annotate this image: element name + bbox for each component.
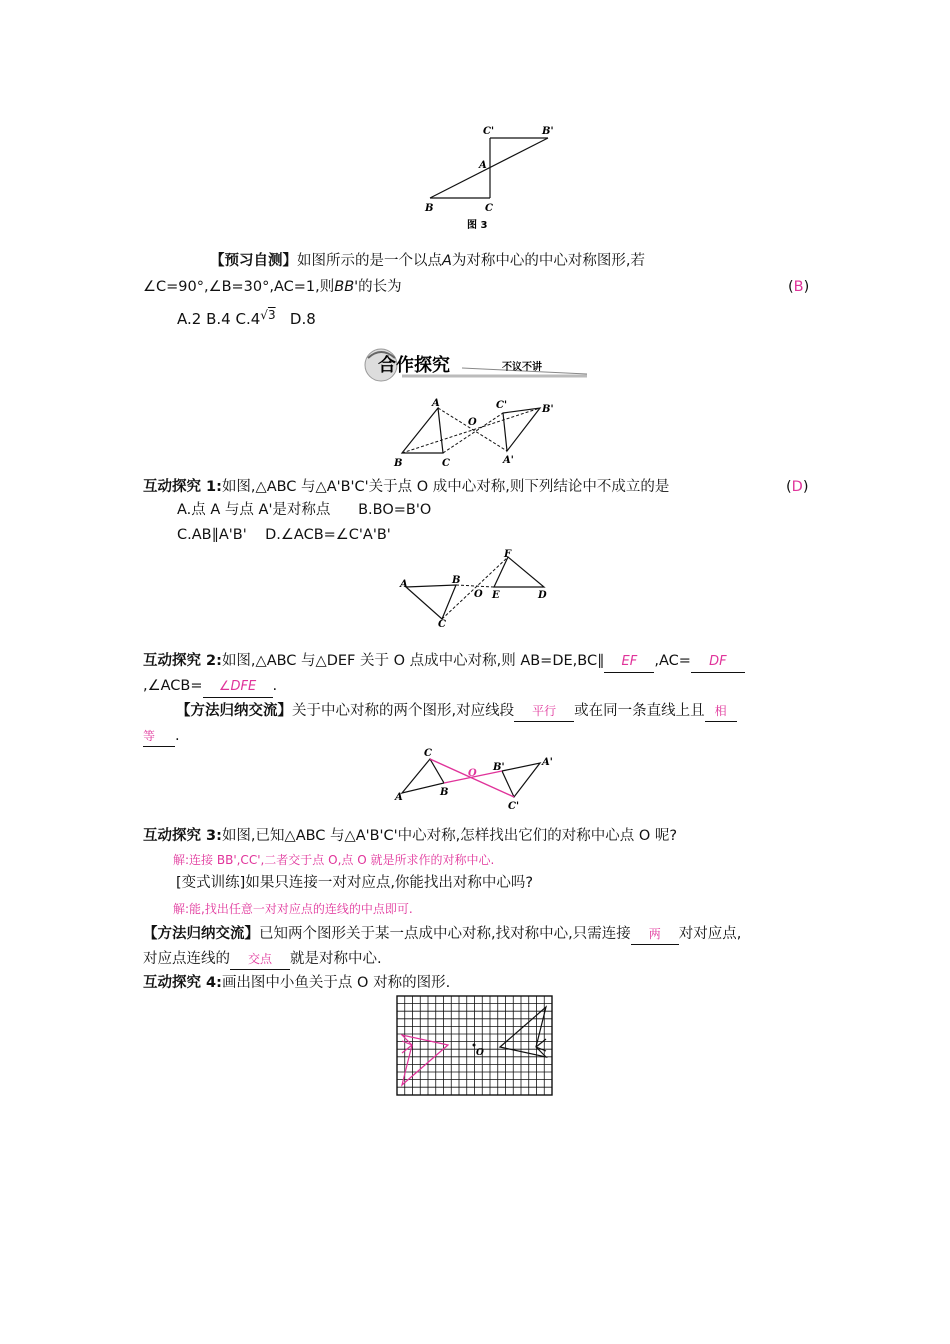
q2-blank-2: DF [691,652,745,673]
label-b: B [440,787,449,798]
q1-stem: 互动探究 1:如图,△ABC 与△A'B'C'关于点 O 成中心对称,则下列结论中不成立的是 [143,479,670,495]
label-f: F [504,549,512,560]
q4-stem: 互动探究 4:画出图中小鱼关于点 O 对称的图形. [143,975,451,991]
figure-q4-grid [396,995,554,1097]
label-b-prime: B' [542,404,554,415]
banner-title: 合作探究 [378,355,450,376]
method1-blank-2b: 等 [143,726,175,747]
label-o: O [468,417,477,428]
method1-blank-1: 平行 [514,701,574,722]
q2-stem: 互动探究 2:如图,△ABC 与△DEF 关于 O 点成中心对称,则 AB=DE,BC∥ EF ,AC= DF [143,651,745,673]
q1-answer: (D) [786,479,809,495]
banner-subtitle: 不议不讲 [502,362,542,373]
label-c-prime: C' [483,126,495,137]
label-a: A [400,579,408,590]
label-c-prime: C' [508,801,520,812]
label-b: B [425,203,434,214]
label-b-prime: B' [542,126,554,137]
method2-blank-1: 两 [631,924,679,945]
label-c: C [438,619,446,627]
preview-tag: 【预习自测】 [210,253,297,269]
q3-variant-solution: 解:能,找出任意一对对应点的连线的中点即可. [173,902,413,916]
q1-options-row2: C.AB∥A'B' D.∠ACB=∠C'A'B' [177,527,391,543]
label-b-prime: B' [493,762,505,773]
figure-q3 [392,745,562,815]
preview-answer: (B) [788,279,810,295]
q2-blank-1: EF [604,652,654,673]
label-o: O [468,768,477,779]
figure-caption: 图 3 [467,220,488,231]
method2-line-1: 【方法归纳交流】已知两个图形关于某一点成中心对称,找对称中心,只需连接 两 对对应点, [143,924,741,945]
preview-line-2: ∠C=90°,∠B=30°,AC=1,则BB'的长为 [143,279,402,295]
label-e: E [492,590,500,601]
label-o: O [474,589,483,600]
section-banner [362,346,592,384]
figure-3 [420,118,570,233]
method1-line-2: 等 . [143,726,180,747]
label-c: C [485,203,493,214]
q3-stem: 互动探究 3:如图,已知△ABC 与△A'B'C'中心对称,怎样找出它们的对称中心点 O 呢? [143,828,678,844]
label-a-prime: A' [542,757,553,768]
label-c: C [442,458,450,469]
method2-blank-2: 交点 [230,949,290,970]
q1-options-row1: A.点 A 与点 A'是对称点 B.BO=B'O [177,502,432,518]
method1-line-1: 【方法归纳交流】关于中心对称的两个图形,对应线段 平行 或在同一条直线上且 相 [176,701,737,722]
preview-options: A.2 B.4 $C.4^{√3}$ D.8 [177,308,316,328]
q2-blank-3: ∠DFE [203,677,273,698]
label-a: A [432,398,440,409]
label-o: O [476,1048,484,1058]
label-a: A [479,160,487,171]
q3-variant: [变式训练]如果只连接一对对应点,你能找出对称中心吗? [176,875,534,891]
figure-q1 [390,396,560,472]
label-a: A [395,792,403,803]
label-b: B [452,575,461,586]
sqrt-sign: √3 [260,308,276,322]
label-a-prime: A' [503,455,514,466]
label-c-prime: C' [496,400,508,411]
q3-solution: 解:连接 BB',CC',二者交于点 O,点 O 就是所求作的对称中心. [173,853,495,867]
q2-line-2: ,∠ACB= ∠DFE . [143,676,277,698]
label-d: D [538,590,547,601]
figure-q2 [396,547,556,627]
method1-blank-2a: 相 [705,701,737,722]
label-b: B [394,458,403,469]
method2-line-2: 对应点连线的 交点 就是对称中心. [143,949,382,970]
label-c: C [424,748,432,759]
preview-line-1: 【预习自测】如图所示的是一个以点A为对称中心的中心对称图形,若 [210,253,646,269]
